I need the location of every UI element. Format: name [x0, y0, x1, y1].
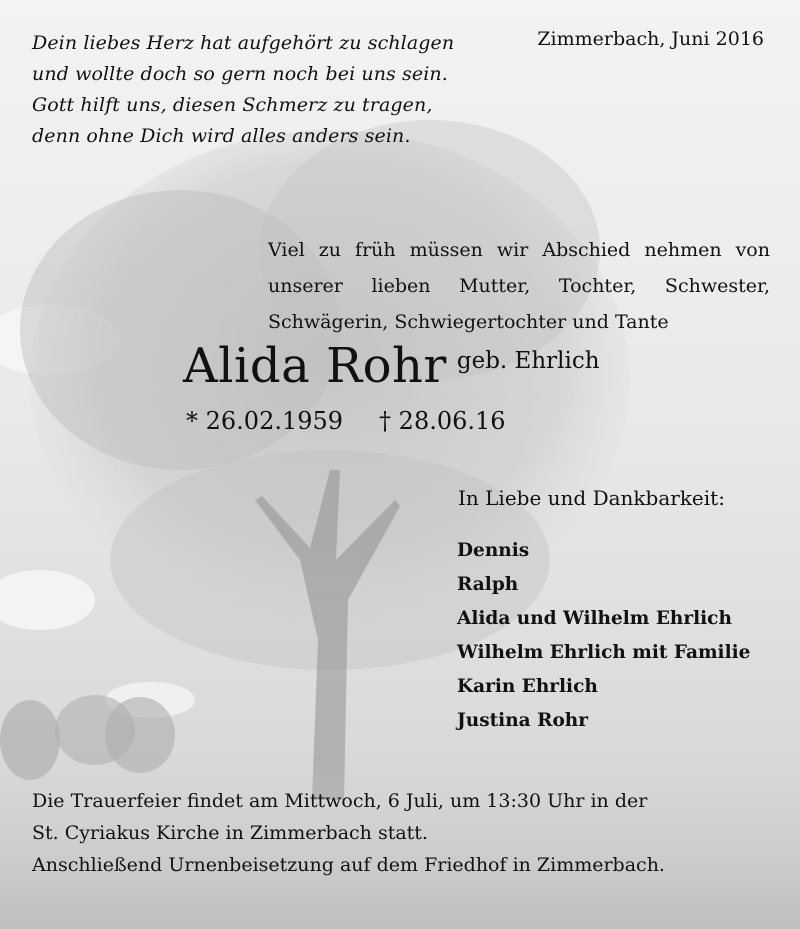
poem-line: Dein liebes Herz hat aufgehört zu schlagen	[32, 32, 455, 54]
maiden-name: geb. Ehrlich	[456, 348, 600, 374]
mourner-name: Karin Ehrlich	[457, 676, 598, 697]
service-line: Anschließend Urnenbeisetzung auf dem Friedhof in Zimmerbach.	[32, 854, 665, 876]
place-and-date: Zimmerbach, Juni 2016	[537, 28, 764, 50]
mourner-name: Alida und Wilhelm Ehrlich	[457, 608, 732, 629]
intro-line: Viel zu früh müssen wir Abschied nehmen von	[268, 239, 770, 261]
birth-date: * 26.02.1959	[186, 407, 344, 435]
service-line: St. Cyriakus Kirche in Zimmerbach statt.	[32, 822, 428, 844]
poem-line: denn ohne Dich wird alles anders sein.	[32, 125, 411, 147]
poem-line: und wollte doch so gern noch bei uns sein.	[32, 63, 448, 85]
deceased-name-row	[183, 338, 600, 394]
life-dates	[186, 407, 506, 435]
thanks-line: In Liebe und Dankbarkeit:	[458, 486, 725, 510]
mourner-name: Wilhelm Ehrlich mit Familie	[457, 642, 751, 663]
poem-line: Gott hilft uns, diesen Schmerz zu tragen,	[32, 94, 433, 116]
memorial-poem	[32, 28, 454, 152]
service-line: Die Trauerfeier findet am Mittwoch, 6 Juli, um 13:30 Uhr in der	[32, 790, 648, 812]
mourners-list	[457, 534, 750, 738]
death-date: † 28.06.16	[379, 407, 506, 435]
mourner-name: Ralph	[457, 574, 519, 595]
mourner-name: Dennis	[457, 540, 530, 561]
cloud-shape	[0, 570, 95, 630]
intro-line: unserer lieben Mutter, Tochter, Schwester,	[268, 275, 770, 297]
farewell-intro	[268, 232, 770, 340]
mourner-name: Justina Rohr	[457, 710, 588, 731]
funeral-service-info	[32, 785, 665, 881]
deceased-name: Alida Rohr	[183, 338, 447, 394]
intro-line: Schwägerin, Schwiegertochter und Tante	[268, 311, 669, 333]
